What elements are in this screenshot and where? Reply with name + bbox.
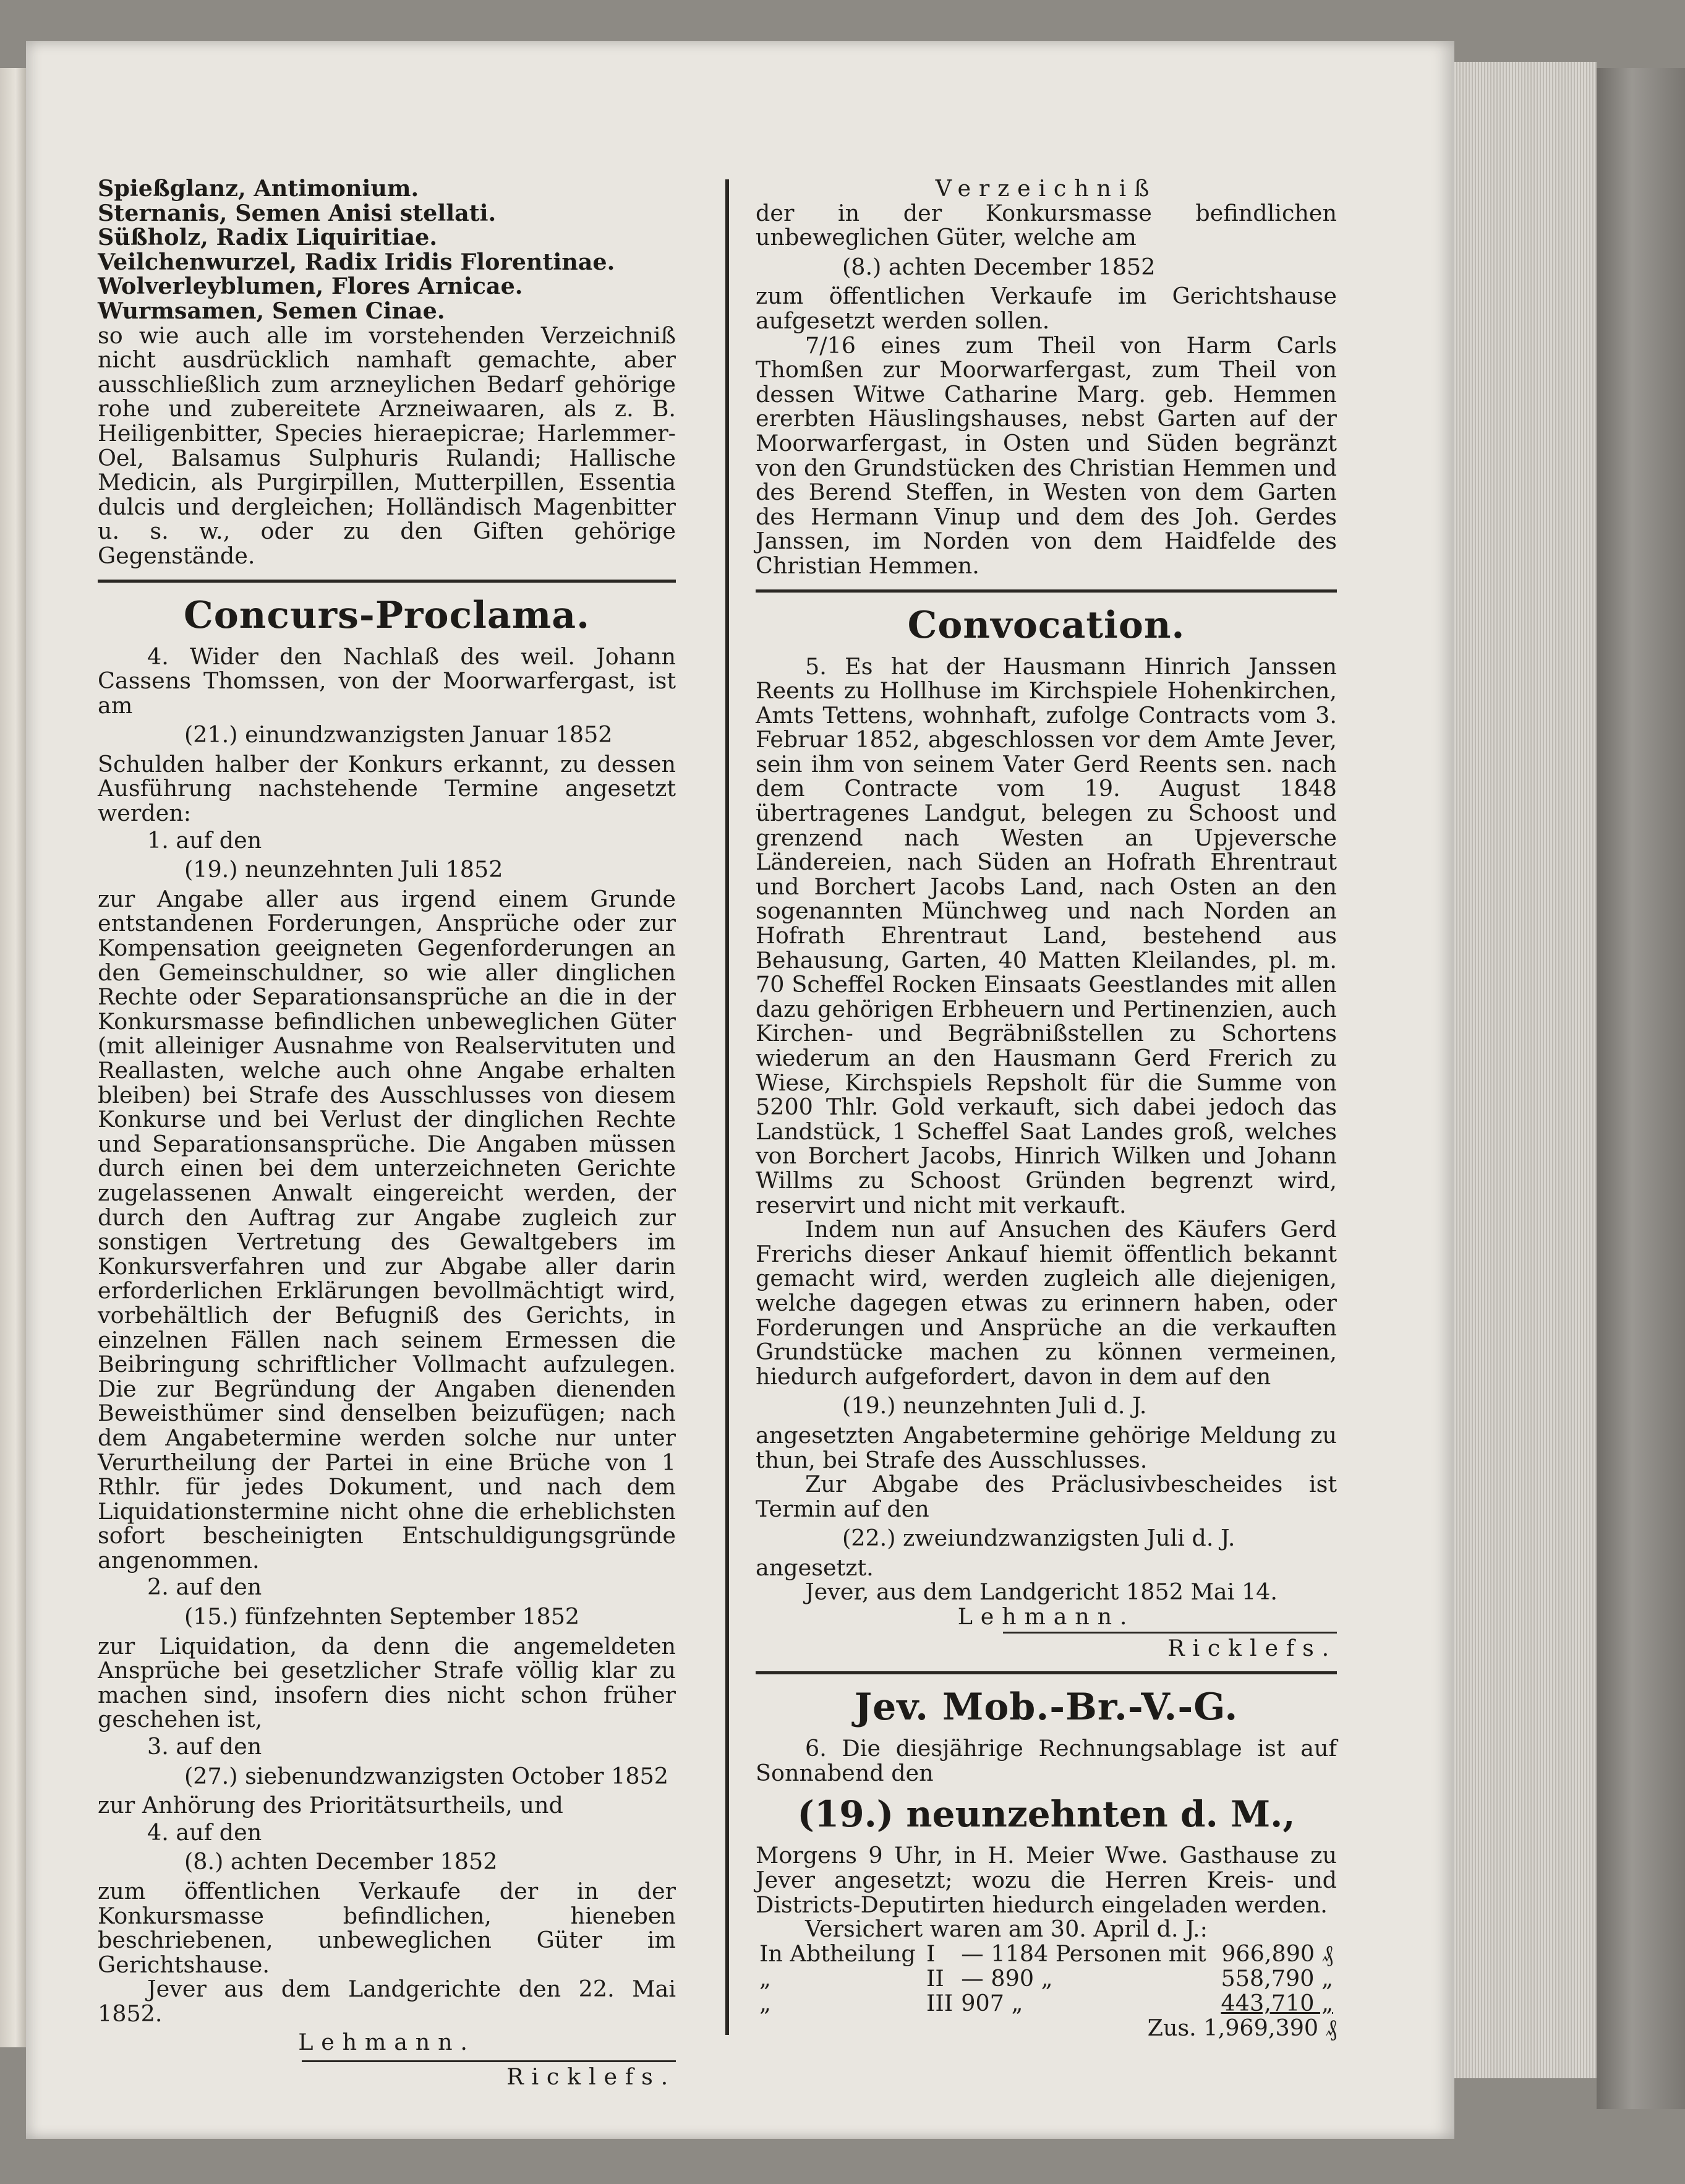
concurs-paragraph: zur Angabe aller aus irgend einem Grunde entstandenen Forderungen, Ansprüche oder zur Kompensation geeigneten Gegenforderungen an den Gemeinschuldner, so wie aller dinglichen Rechte oder Separationsansprüche an die in der Konkursmasse befindlichen unbeweglichen Güter (mit alleiniger Ausnahme von Realservituten und Reallasten, welche auch ohne Angabe erhalten bleiben) bei Strafe des Ausschlusses von diesem Konkurse und bei Verlust der dinglichen Rechte und Separationsansprüche. Die Angaben müssen durch einen bei dem unterzeichneten Gerichte zugelassenen Anwalt eingereicht werden, der durch den Auftrag zur Angabe zugleich zur sonstigen Vertretung des Gewaltgebers im Konkursverfahren und zur Abgabe aller darin erforderlichen Erklärungen bevollmächtigt wird, vorbehältlich der Befugniß des Gerichts, in einzelnen Fällen nach seinem Ermessen die Beibringung schriftlicher Vollmacht aufzulegen. Die zur Begründung der Angaben dienenden Beweisthümer sind denselben beizufügen; nach dem Angabetermine werden solche nur unter Verurtheilung der Partei in eine Brüche von 1 Rthlr. für jedes Dokument, und nach dem Liquidationstermine nicht ohne die erheblichsten sofort bescheinigten Entschuldigungsgründe angenommen. (98, 885, 676, 1574)
mob-br-heading: Jev. Mob.-Br.-V.-G. (854, 1685, 1239, 1729)
mob-br-paragraph: Morgens 9 Uhr, in H. Meier Wwe. Gasthause zu Jever angesetzt; wozu die Herren Kreis- und Districts-Deputirten hiedurch eingeladen werden. (756, 1842, 1337, 1918)
term-date: (8.) achten December 1852 (184, 1848, 498, 1875)
drug-item: Sternanis, Semen Anisi stellati. (98, 199, 497, 226)
convocation-paragraph: Indem nun auf Ansuchen des Käufers Gerd Frerichs dieser Ankauf hiemit öffentlich bekannt gemacht wird, werden zugleich alle diejenigen, welche dagegen etwas zu erinnern haben, oder Forderungen und Ansprüche an die verkauften Grundstücke machen zu können vermeinen, hiedurch aufgefordert, davon in dem auf den (756, 1216, 1337, 1390)
table-cell: In Abtheilung (759, 1940, 916, 1967)
table-row (756, 1991, 1337, 2016)
signature-rule (1003, 1632, 1337, 1634)
verzeichnis-paragraph: 7/16 eines zum Theil von Harm Carls Thomßen zur Moorwarfergast, zum Theil von dessen Witwe Catharine Marg. geb. Hemmen ererbten Häuslingshauses, nebst Garten auf der Moorwarfergast, in Osten und Süden begränzt von den Grundstücken des Christian Hemmen und des Berend Steffen, in Westen von dem Garten des Hermann Vinup und dem des Joh. Gerdes Janssen, im Norden von dem Haidfelde des Christian Hemmen. (756, 332, 1337, 579)
table-cell: 907 „ (961, 1989, 1023, 2016)
convocation-paragraph: 5. Es hat der Hausmann Hinrich Janssen Reents zu Hollhuse im Kirchspiele Hohenkirchen, Amts Tettens, wohnhaft, zufolge Contracts vom 3. Februar 1852, abgeschlossen vor dem Amte Jever, sein ihm von seinem Vater Gerd Reents sen. nach dem Contracte vom 19. August 1848 übertragenes Landgut, belegen zu Schoost und grenzend nach Westen an Upjeversche Ländereien, nach Süden an Hofrath Ehrentraut und Borchert Jacobs Land, nach Osten an den sogenannten Münchweg und nach Norden an Hofrath Ehrentraut Land, bestehend aus Behausung, Garten, 40 Matten Kleilandes, pl. m. 70 Scheffel Rocken Einsaats Geestlandes mit allen dazu gehörigen Erbheuern und Pertinenzien, auch Kirchen- und Begräbnißstellen zu Schortens wiederum an den Hausmann Gerd Frerich zu Wiese, Kirchspiels Repsholt für die Summe von 5200 Thlr. Gold verkauft, sich dabei jedoch das Landstück, 1 Scheffel Saat Landes groß, welches von Borchert Jacobs, Hinrich Wilken und Johann Willms zu Schoost Gründen begrenzt wird, reservirt und nicht mit verkauft. (756, 653, 1337, 1218)
concurs-paragraph: zur Anhörung des Prioritätsurtheils, und (98, 1792, 563, 1819)
column-divider (725, 179, 729, 2035)
insurance-table (756, 1942, 1337, 2016)
drug-item: Süßholz, Radix Liquiritiae. (98, 224, 438, 251)
term-date: (19.) neunzehnten Juli d. J. (842, 1392, 1147, 1420)
concurs-heading: Concurs-Proclama. (183, 593, 591, 637)
convocation-paragraph: Zur Abgabe des Präclusivbescheides ist Termin auf den (756, 1471, 1337, 1522)
table-cell: — 890 „ (961, 1964, 1053, 1992)
drug-item: Wurmsamen, Semen Cinae. (98, 297, 445, 324)
previous-page-edge (0, 68, 26, 2047)
closing-line: Jever aus dem Landgerichte den 22. Mai 1852. (98, 1976, 676, 2027)
section-rule (98, 580, 676, 583)
right-column (756, 176, 1337, 2040)
page-block-edge (1454, 62, 1597, 2078)
section-rule (756, 1671, 1337, 1674)
table-cell: 558,790 „ (1221, 1964, 1333, 1992)
table-cell: II (926, 1964, 944, 1992)
signature-lehmann: Lehmann. (298, 2028, 476, 2055)
table-row (756, 1966, 1337, 1991)
verzeichnis-intro: der in der Konkursmasse befindlichen unbeweglichen Güter, welche am (756, 199, 1337, 251)
term-date: (21.) einundzwanzigsten Januar 1852 (184, 721, 613, 748)
table-cell: „ (759, 1964, 771, 1992)
mob-br-paragraph: 6. Die diesjährige Rechnungsablage ist auf Sonnabend den (756, 1735, 1337, 1786)
drugs-paragraph: so wie auch alle im vorstehenden Verzeichniß nicht ausdrücklich namhaft gemachte, aber ausschließlich zum arzneylichen Bedarf gehörige rohe und zubereitete Arzneiwaaren, als z. B. Heiligenbitter, Species hieraepicrae; Harlemmer-Oel, Balsamus Sulphuris Rulandi; Hallische Medicin, als Purgirpillen, Mutterpillen, Essentia dulcis und dergleichen; Holländisch Magenbitter u. s. w., oder zu den Giften gehörige Gegenstände. (98, 322, 676, 569)
verzeichnis-title: Verzeichniß (935, 175, 1158, 202)
term-date: (27.) siebenundzwanzigsten October 1852 (184, 1762, 669, 1789)
insurance-heading: Versichert waren am 30. April d. J.: (805, 1916, 1208, 1943)
term-date: (22.) zweiundzwanzigsten Juli d. J. (842, 1525, 1235, 1552)
verzeichnis-intro: zum öffentlichen Verkaufe im Gerichtshause aufgesetzt werden sollen. (756, 283, 1337, 334)
left-column (98, 176, 676, 2089)
convocation-paragraph: angesetzten Angabetermine gehörige Meldung zu thun, bei Strafe des Ausschlusses. (756, 1421, 1337, 1473)
table-row (756, 1942, 1337, 1966)
concurs-paragraph: 4. Wider den Nachlaß des weil. Johann Cassens Thomssen, von der Moorwarfergast, ist am (98, 643, 676, 719)
drug-item: Spießglanz, Antimonium. (98, 175, 419, 202)
term-date: (8.) achten December 1852 (842, 253, 1156, 280)
convocation-heading: Convocation. (907, 603, 1185, 647)
term-date: (15.) fünfzehnten September 1852 (184, 1603, 580, 1630)
concurs-paragraph: Schulden halber der Konkurs erkannt, zu dessen Ausführung nachstehende Termine angesetzt werden: (98, 750, 676, 827)
book-cover (1597, 68, 1685, 2109)
term-item: 3. auf den (147, 1733, 262, 1760)
closing-line: Jever, aus dem Landgericht 1852 Mai 14. (805, 1578, 1278, 1606)
concurs-paragraph: zur Liquidation, da denn die angemeldeten Ansprüche bei gesetzlicher Strafe völlig klar zu machen sind, insofern dies nicht schon früher geschehen ist, (98, 1632, 676, 1733)
signature-lehmann: Lehmann. (957, 1603, 1135, 1630)
table-cell: — 1184 Personen mit (961, 1940, 1206, 1967)
table-cell: „ (759, 1989, 771, 2016)
convocation-paragraph: angesetzt. (756, 1554, 874, 1581)
signature-ricklefs: Ricklefs. (506, 2063, 676, 2091)
table-cell: I (926, 1940, 936, 1967)
term-item: 1. auf den (147, 826, 262, 854)
term-item: 2. auf den (147, 1574, 262, 1601)
drug-item: Veilchenwurzel, Radix Iridis Florentinae. (98, 248, 615, 275)
insurance-total: Zus. 1,969,390 ₰ (1147, 2014, 1337, 2041)
drug-list (98, 176, 676, 323)
term-date: (19.) neunzehnten Juli 1852 (184, 856, 503, 883)
table-cell: 443,710 „ (1221, 1989, 1333, 2016)
term-item: 4. auf den (147, 1818, 262, 1846)
section-rule (756, 589, 1337, 593)
signature-ricklefs: Ricklefs. (1167, 1634, 1337, 1661)
meeting-date: (19.) neunzehnten d. M., (797, 1793, 1295, 1836)
table-cell: 966,890 ₰ (1221, 1940, 1333, 1967)
table-cell: III (926, 1989, 953, 2016)
concurs-paragraph: zum öffentlichen Verkaufe der in der Konkursmasse befindlichen, hieneben beschriebenen, unbeweglichen Güter im Gerichtshause. (98, 1878, 676, 1978)
drug-item: Wolverleyblumen, Flores Arnicae. (98, 273, 523, 300)
signature-rule (302, 2060, 676, 2062)
